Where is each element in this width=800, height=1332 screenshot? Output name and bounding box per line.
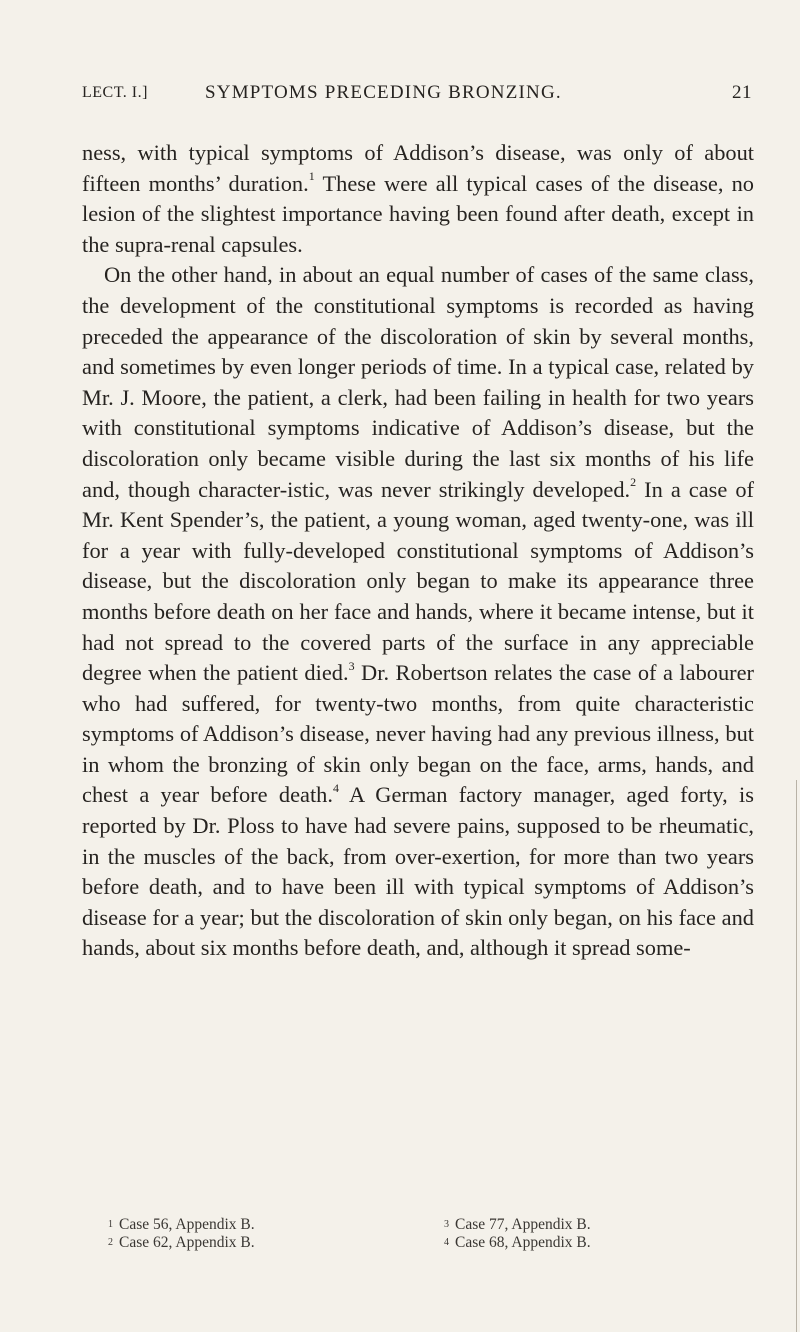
footnotes-right-column <box>444 1216 724 1252</box>
text-segment: These were all typical cases of the disease, no lesion of the slightest importance having been found after death, except in the supra-renal capsules. <box>82 170 754 257</box>
footnote <box>444 1216 724 1234</box>
page-edge-line <box>796 780 797 1332</box>
footnote-text: Case 62, Appendix B. <box>119 1234 255 1251</box>
footnote-text: Case 77, Appendix B. <box>455 1216 591 1233</box>
footnote-mark: 3 <box>444 1219 449 1230</box>
footnote-ref: 4 <box>332 781 339 795</box>
text-segment: On the other hand, in about an equal number of cases of the same class, the development of the constitutional symptoms is recorded as having preceded the appearance of the discoloration of skin by several months, and sometimes by even longer periods of time. In a typical case, related by Mr. J. Moore, the patient, a clerk, had been failing in health for two years with constitutional symptoms indicative of Addison’s disease, but the discoloration only became visible during the last six months of his life and, though character-istic, was never strikingly developed. <box>82 262 754 502</box>
footnote-ref: 1 <box>308 169 315 184</box>
footnote-mark: 2 <box>108 1237 113 1248</box>
page-title: SYMPTOMS PRECEDING BRONZING. <box>205 82 562 103</box>
footnote-ref: 3 <box>348 658 355 673</box>
text-segment: In a case of Mr. Kent Spender’s, the patient, a young woman, aged twenty-one, was ill for a year with fully-developed constitutional symptoms of Addison’s disease, but the discoloration only began to make its appearance three months before death on her face and hands, where it became intense, but it had not spread to the covered parts of the surface in any appreciable degree when the patient died. <box>82 476 754 686</box>
running-header <box>82 82 752 110</box>
footnotes-left-column <box>108 1216 388 1252</box>
text-segment: A German factory manager, aged forty, is reported by Dr. Ploss to have had severe pains, supposed to be rheumatic, in the muscles of the back, from over-exertion, for more than two years before death, and to have been ill with typical symptoms of Addison’s disease for a year; but the discoloration of skin only began, on his face and hands, about six months before death, and, although it spread some- <box>82 782 754 961</box>
text-segment: ness, with typical symptoms of Addison’s disease, was only of about fifteen months’ duration. <box>82 140 754 196</box>
paragraph-2 <box>82 260 754 964</box>
footnote-text: Case 56, Appendix B. <box>119 1216 255 1233</box>
body-text <box>82 138 754 964</box>
lecture-label: LECT. I.] <box>82 84 148 101</box>
footnote-mark: 4 <box>444 1237 449 1248</box>
page-number: 21 <box>732 82 752 103</box>
footnote-ref: 2 <box>630 475 637 490</box>
text-segment: Dr. Robertson relates the case of a labourer who had suffered, for twenty-two months, from quite characteristic symptoms of Addison’s disease, never having had any previous illness, but in whom the bronzing of skin only began on the face, arms, hands, and chest a year before death. <box>82 660 755 808</box>
paragraph-1 <box>82 138 754 260</box>
footnote <box>108 1216 388 1234</box>
footnote-mark: 1 <box>108 1219 113 1230</box>
footnote <box>444 1234 724 1252</box>
footnote <box>108 1234 388 1252</box>
footnote-text: Case 68, Appendix B. <box>455 1234 591 1251</box>
